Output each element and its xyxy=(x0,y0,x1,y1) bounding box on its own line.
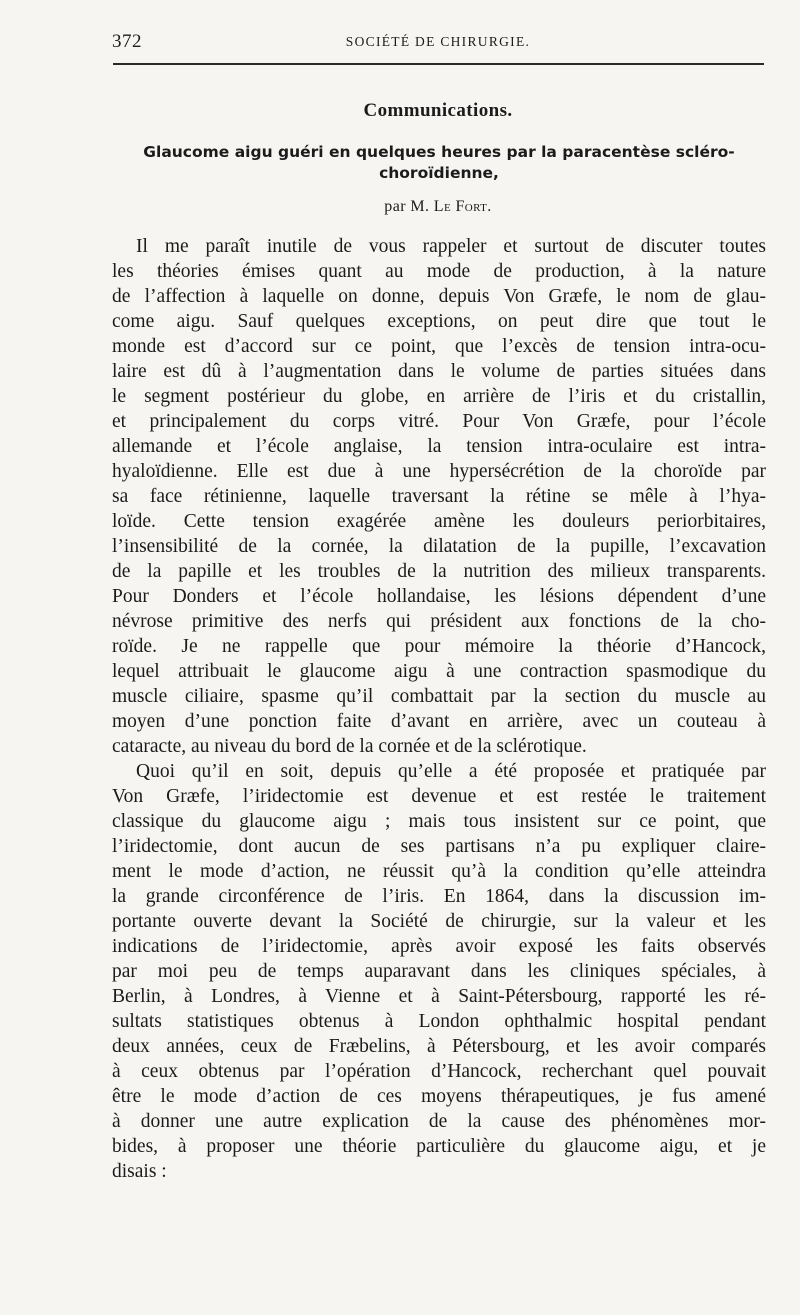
body-text xyxy=(112,234,766,1184)
running-head xyxy=(112,31,764,57)
byline xyxy=(112,198,764,216)
text-line: ment le mode d’action, ne réussit qu’à la condition qu’elle atteindra xyxy=(112,861,766,882)
text-line: Quoi qu’il en soit, depuis qu’elle a été proposée et pratiquée par xyxy=(136,761,766,782)
text-line: Pour Donders et l’école hollandaise, les lésions dépendent d’une xyxy=(112,586,766,607)
text-line: loïde. Cette tension exagérée amène les douleurs periorbitaires, xyxy=(112,511,766,532)
text-line: la grande circonférence de l’iris. En 1864, dans la discussion im- xyxy=(112,886,766,907)
byline-author: Le Fort. xyxy=(433,198,492,215)
text-line: à donner une autre explication de la cause des phénomènes mor- xyxy=(112,1111,766,1132)
text-line: disais : xyxy=(112,1161,167,1182)
header-rule xyxy=(113,63,764,65)
text-line: muscle ciliaire, spasme qu’il combattait par la section du muscle au xyxy=(112,686,766,707)
text-line: portante ouverte devant la Société de chirurgie, sur la valeur et les xyxy=(112,911,766,932)
section-title: Communications. xyxy=(363,100,513,121)
text-line: come aigu. Sauf quelques exceptions, on peut dire que tout le xyxy=(112,311,766,332)
text-line: sa face rétinienne, laquelle traversant la rétine se mêle à l’hya- xyxy=(112,486,766,507)
text-line: et principalement du corps vitré. Pour Von Græfe, pour l’école xyxy=(112,411,766,432)
text-line: monde est d’accord sur ce point, que l’excès de tension intra-ocu- xyxy=(112,336,766,357)
text-line: Il me paraît inutile de vous rappeler et surtout de discuter toutes xyxy=(136,236,766,257)
article-title: Glaucome aigu guéri en quelques heures par la paracentèse scléro-choroïdienne, xyxy=(143,143,735,182)
text-line: indications de l’iridectomie, après avoir exposé les faits observés xyxy=(112,936,766,957)
text-line: hyaloïdienne. Elle est due à une hypersécrétion de la choroïde par xyxy=(112,461,766,482)
text-line: roïde. Je ne rappelle que pour mémoire la théorie d’Hancock, xyxy=(112,636,766,657)
text-line: deux années, ceux de Fræbelins, à Pétersbourg, et les avoir comparés xyxy=(112,1036,766,1057)
text-line: les théories émises quant au mode de production, à la nature xyxy=(112,261,766,282)
text-line: de la papille et les troubles de la nutrition des milieux transparents. xyxy=(112,561,766,582)
text-line: le segment postérieur du globe, en arrière de l’iris et du cristallin, xyxy=(112,386,766,407)
text-line: laire est dû à l’augmentation dans le volume de parties situées dans xyxy=(112,361,766,382)
page-number: 372 xyxy=(112,31,142,52)
text-line: être le mode d’action de ces moyens thérapeutiques, je fus amené xyxy=(112,1086,766,1107)
text-line: sultats statistiques obtenus à London ophthalmic hospital pendant xyxy=(112,1011,766,1032)
text-line: Berlin, à Londres, à Vienne et à Saint-Pétersbourg, rapporté les ré- xyxy=(112,986,766,1007)
text-line: lequel attribuait le glaucome aigu à une contraction spasmodique du xyxy=(112,661,766,682)
text-line: classique du glaucome aigu ; mais tous insistent sur ce point, que xyxy=(112,811,766,832)
running-title: SOCIÉTÉ DE CHIRURGIE. xyxy=(345,34,531,49)
text-line: de l’affection à laquelle on donne, depuis Von Græfe, le nom de glau- xyxy=(112,286,766,307)
text-line: cataracte, au niveau du bord de la cornée et de la sclérotique. xyxy=(112,736,587,757)
text-line: Von Græfe, l’iridectomie est devenue et est restée le traitement xyxy=(112,786,766,807)
text-line: l’insensibilité de la cornée, la dilatation de la pupille, l’excavation xyxy=(112,536,766,557)
text-line: par moi peu de temps auparavant dans les cliniques spéciales, à xyxy=(112,961,766,982)
text-line: à ceux obtenus par l’opération d’Hancock, recherchant quel pouvait xyxy=(112,1061,766,1082)
text-line: moyen d’une ponction faite d’avant en arrière, avec un couteau à xyxy=(112,711,766,732)
text-line: bides, à proposer une théorie particulière du glaucome aigu, et je xyxy=(112,1136,766,1157)
text-line: l’iridectomie, dont aucun de ses partisans n’a pu expliquer claire- xyxy=(112,836,766,857)
text-line: allemande et l’école anglaise, la tension intra-oculaire est intra- xyxy=(112,436,766,457)
text-line: névrose primitive des nerfs qui président aux fonctions de la cho- xyxy=(112,611,766,632)
byline-prefix: par M. xyxy=(384,198,430,215)
